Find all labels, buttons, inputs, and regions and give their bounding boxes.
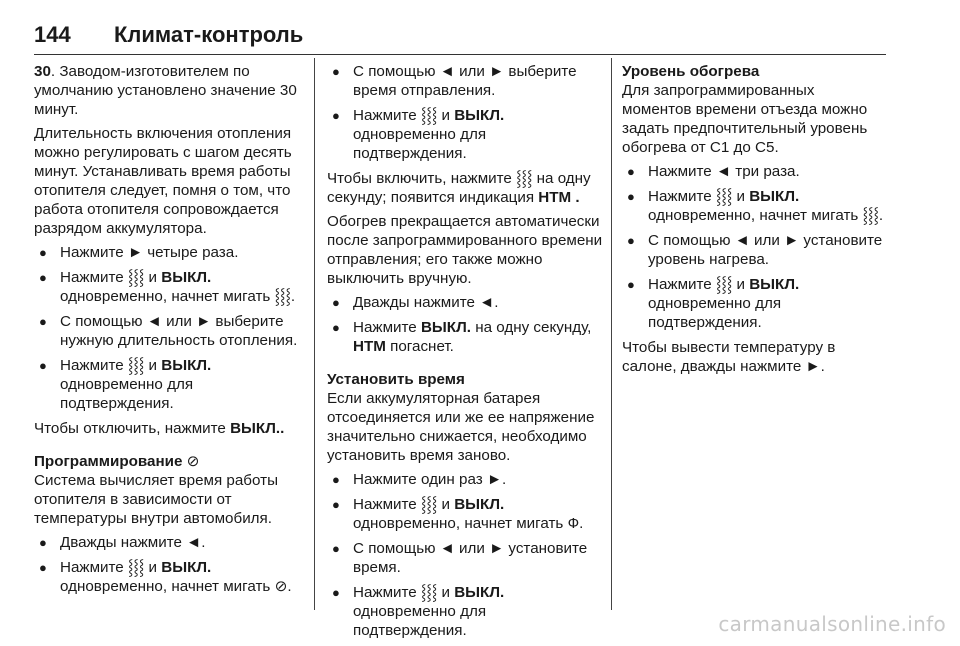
bullet-list [327,470,603,640]
right-arrow-icon: ► [486,471,502,488]
paragraph: Чтобы включить, нажмите ⸾⸾⸾ на одну секунду; появится индикация НТМ . [327,170,591,206]
left-arrow-icon: ◄ [479,294,495,311]
page-title: Климат-контроль [114,22,304,47]
heat-icon: ⸾⸾⸾ [516,170,533,187]
left-arrow-icon: ◄ [146,313,162,330]
bullet-list [34,243,302,413]
column-3 [622,62,888,381]
list-item: ● Нажмите ⸾⸾⸾ и ВЫКЛ. одновременно для подтверждения. [34,356,302,413]
list-item: ● Нажмите ⸾⸾⸾ и ВЫКЛ. одновременно, начнет мигать ⸾⸾⸾. [622,187,888,225]
left-arrow-icon: ◄ [734,232,750,249]
list-item: ● С помощью ◄ или ► выберите время отправления. [327,62,603,100]
right-arrow-icon: ► [127,244,144,261]
right-arrow-icon: ► [196,313,212,330]
paragraph: Если аккумуляторная батарея отсоединяется или же ее напряжение значительно снижается, необходимо установить время заново. [327,390,595,464]
column-divider [314,58,315,610]
paragraph: 30. Заводом-изготовителем по умолчанию установлено значение 30 минут. [34,63,297,118]
watermark: carmanualsonline.info [718,612,946,636]
heat-icon: ⸾⸾⸾ [420,584,438,601]
paragraph: Для запрограммированных моментов времени отъезда можно задать предпочтительный уровень обогрева от C1 до C5. [622,82,868,156]
paragraph: Длительность включения отопления можно регулировать с шагом десять минут. Устанавливать время работы отопителя следует, помня о том, что работа отопителя сопровождается разрядом аккумулятора. [34,125,292,237]
list-item: ● Нажмите ⸾⸾⸾ и ВЫКЛ. одновременно, начнет мигать Ф. [327,495,603,533]
heat-icon: ⸾⸾⸾ [127,357,145,374]
paragraph: Чтобы отключить, нажмите ВЫКЛ.. [34,420,285,437]
list-item: ● Нажмите ► четыре раза. [34,243,302,262]
list-item: ● Нажмите ⸾⸾⸾ и ВЫКЛ. одновременно для подтверждения. [622,275,888,332]
bullet-list [327,62,603,163]
heat-icon: ⸾⸾⸾ [420,107,438,124]
clock-icon: ⊘ [274,578,288,595]
list-item: ● Нажмите ⸾⸾⸾ и ВЫКЛ. одновременно, начнет мигать ⸾⸾⸾. [34,268,302,306]
left-arrow-icon: ◄ [439,63,455,80]
column-1 [34,62,302,602]
page-number: 144 [34,22,71,47]
heat-icon: ⸾⸾⸾ [715,276,733,293]
left-arrow-icon: ◄ [439,540,455,557]
list-item: ● С помощью ◄ или ► установите уровень нагрева. [622,231,888,269]
paragraph: Обогрев прекращается автоматически после запрограммированного времени отправления; его также можно выключить вручную. [327,213,603,287]
page-header [34,22,886,55]
right-arrow-icon: ► [784,232,800,249]
list-item: ● Нажмите ◄ три раза. [622,162,888,181]
section-heading: Установить время [327,371,465,388]
list-item: ● Нажмите ВЫКЛ. на одну секунду, НТМ погаснет. [327,318,603,356]
right-arrow-icon: ► [489,63,505,80]
right-arrow-icon: ► [489,540,505,557]
bullet-list [34,533,302,596]
heat-timer-icon: Ф [567,515,580,532]
bullet-list [327,293,603,356]
list-item: ● С помощью ◄ или ► выберите нужную длительность отопления. [34,312,302,350]
list-item: ● Нажмите один раз ►. [327,470,603,489]
section-heading: Программирование ⊘ [34,453,200,470]
heat-icon: ⸾⸾⸾ [862,207,879,224]
list-item: ● Дважды нажмите ◄. [327,293,603,312]
right-arrow-icon: ► [805,358,821,375]
clock-icon: ⊘ [186,453,200,470]
section-heading: Уровень обогрева [622,63,760,80]
left-arrow-icon: ◄ [715,163,732,180]
heat-icon: ⸾⸾⸾ [127,559,145,576]
heat-icon: ⸾⸾⸾ [420,496,438,513]
bullet-list [622,162,888,332]
list-item: ● Нажмите ⸾⸾⸾ и ВЫКЛ. одновременно для подтверждения. [327,106,603,163]
column-divider [611,58,612,610]
list-item: ● Нажмите ⸾⸾⸾ и ВЫКЛ. одновременно, начнет мигать ⊘. [34,558,302,596]
heat-icon: ⸾⸾⸾ [127,269,145,286]
heat-icon: ⸾⸾⸾ [715,188,733,205]
paragraph: Чтобы вывести температуру в салоне, дважды нажмите ►. [622,339,836,375]
column-2 [327,62,603,646]
list-item: ● Дважды нажмите ◄. [34,533,302,552]
list-item: ● С помощью ◄ или ► установите время. [327,539,603,577]
list-item: ● Нажмите ⸾⸾⸾ и ВЫКЛ. одновременно для подтверждения. [327,583,603,640]
paragraph: Система вычисляет время работы отопителя в зависимости от температуры внутри автомобиля. [34,472,278,527]
left-arrow-icon: ◄ [186,534,202,551]
heat-icon: ⸾⸾⸾ [274,288,291,305]
